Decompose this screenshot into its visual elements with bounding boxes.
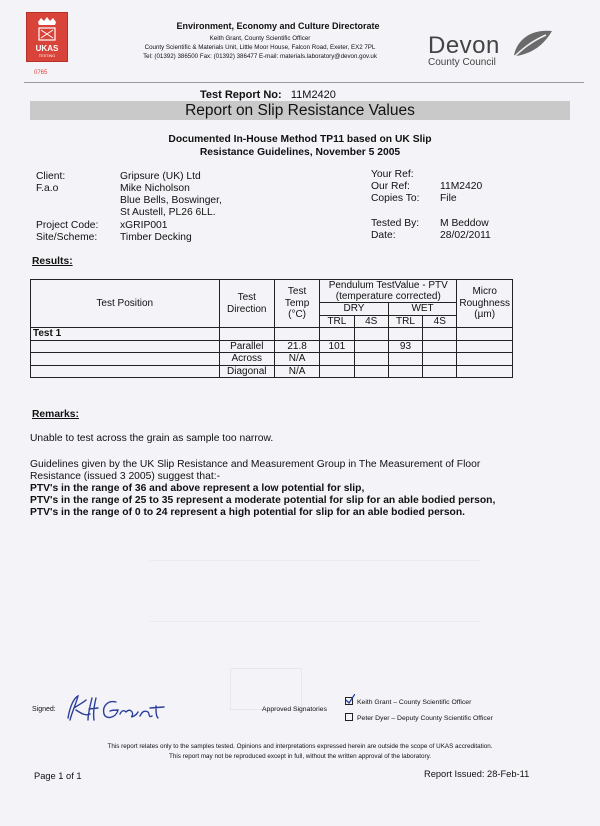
cell-dry-4s xyxy=(354,340,388,353)
tested-by-value: M Beddow xyxy=(440,218,489,229)
report-issued: Report Issued: 28-Feb-11 xyxy=(424,769,530,779)
your-ref-label: Your Ref: xyxy=(371,169,414,180)
devon-leaf-icon xyxy=(508,25,554,66)
tested-by-label: Tested By: xyxy=(371,218,420,229)
page-number: Page 1 of 1 xyxy=(34,771,82,781)
cell-temp: N/A xyxy=(274,365,319,378)
copies-label: Copies To: xyxy=(371,193,420,204)
remarks-heading: Remarks: xyxy=(32,409,79,420)
address-line: County Scientific & Materials Unit, Little Moor House, Falcon Road, Exeter, EX2 7PL xyxy=(144,44,376,51)
cell-wet-trl xyxy=(388,353,422,366)
cell-temp: N/A xyxy=(274,353,319,366)
guideline-line-1: Guidelines given by the UK Slip Resistance and Measurement Group in The Measurement of Floor xyxy=(30,459,481,470)
group-label: Test 1 xyxy=(31,328,220,341)
header-pendulum: Pendulum TestValue - PTV (temperature corrected) xyxy=(320,280,457,303)
cell-wet-4s xyxy=(423,340,457,353)
report-banner: Report on Slip Resistance Values xyxy=(30,101,570,120)
results-heading: Results: xyxy=(32,256,73,267)
fao-value: Mike Nicholson xyxy=(120,183,190,194)
table-row xyxy=(31,340,513,353)
cell-dry-4s xyxy=(354,365,388,378)
cell-dry-trl: 101 xyxy=(320,340,354,353)
signatory-keith-grant xyxy=(345,697,471,706)
ptv-moderate: PTV's in the range of 25 to 35 represent a moderate potential for slip for an able bodied person, xyxy=(30,495,496,506)
signatory-2-checkbox[interactable] xyxy=(345,713,353,721)
signed-label: Signed: xyxy=(32,706,56,713)
ukas-number: 0765 xyxy=(34,70,48,76)
method-line-2: Resistance Guidelines, November 5 2005 xyxy=(199,147,401,158)
officer-line: Keith Grant, County Scientific Officer xyxy=(209,35,311,42)
cell-direction: Across xyxy=(219,353,274,366)
org-title: Environment, Economy and Culture Directorate xyxy=(176,21,380,31)
ukas-logo-text: UKAS xyxy=(35,44,59,53)
report-number-value: 11M2420 xyxy=(290,89,336,101)
contact-line: Tel: (01392) 386500 Fax: (01392) 386477 E-mail: materials.laboratory@devon.gov.uk xyxy=(143,53,377,60)
table-row xyxy=(31,365,513,378)
fao-label: F.a.o xyxy=(36,183,59,194)
signatory-1-checkbox[interactable] xyxy=(345,697,353,705)
method-line-1: Documented In-House Method TP11 based on UK Slip xyxy=(168,134,432,145)
header-roughness: Micro Roughness (µm) xyxy=(457,280,513,328)
header-test-temp: Test Temp (°C) xyxy=(274,280,319,328)
council-sub: County Council xyxy=(428,57,496,68)
ptv-high: PTV's in the range of 0 to 24 represent a high potential for slip for an able bodied person. xyxy=(30,507,465,518)
remarks-note: Unable to test across the grain as sample too narrow. xyxy=(30,433,274,444)
cell-wet-4s xyxy=(423,365,457,378)
ukas-logo xyxy=(26,12,68,62)
our-ref-label: Our Ref: xyxy=(371,181,410,192)
header-dry-4s: 4S xyxy=(354,315,388,328)
cell-roughness xyxy=(457,353,513,366)
cell-direction: Diagonal xyxy=(219,365,274,378)
header-wet-4s: 4S xyxy=(423,315,457,328)
header-test-position: Test Position xyxy=(31,280,220,328)
header-wet-trl: TRL xyxy=(388,315,422,328)
client-label: Client: xyxy=(36,171,66,182)
project-code-label: Project Code: xyxy=(36,220,99,231)
client-value: Gripsure (UK) Ltd xyxy=(120,171,201,182)
results-table xyxy=(30,279,513,378)
cell-wet-4s xyxy=(423,353,457,366)
signature-image xyxy=(60,692,180,729)
date-value: 28/02/2011 xyxy=(440,230,491,241)
cell-dry-trl xyxy=(320,353,354,366)
header-test-direction: Test Direction xyxy=(219,280,274,328)
signatory-2-name: Peter Dyer – Deputy County Scientific Officer xyxy=(357,715,493,722)
cell-temp: 21.8 xyxy=(274,340,319,353)
cell-roughness xyxy=(457,340,513,353)
table-row xyxy=(31,353,513,366)
council-name: Devon xyxy=(428,32,500,59)
date-label: Date: xyxy=(371,230,396,241)
paper-bleed-through xyxy=(150,560,480,622)
header-dry: DRY xyxy=(320,303,389,316)
ptv-low: PTV's in the range of 36 and above represent a low potential for slip, xyxy=(30,483,365,494)
signatory-peter-dyer xyxy=(345,713,493,722)
address-line-1: Blue Bells, Boswinger, xyxy=(120,195,222,206)
ukas-logo-sub: TESTING xyxy=(38,54,56,58)
our-ref-value: 11M2420 xyxy=(440,181,483,192)
disclaimer-line-1: This report relates only to the samples tested. Opinions and interpretations expressed herein are outside the scope of UKAS accreditation. xyxy=(107,743,493,750)
project-code-value: xGRIP001 xyxy=(120,220,168,231)
crown-icon xyxy=(27,13,67,61)
header-rule xyxy=(24,82,584,83)
cell-dry-4s xyxy=(354,353,388,366)
report-number xyxy=(200,89,336,101)
approved-signatories-label: Approved Signatories xyxy=(262,706,327,713)
header-dry-trl: TRL xyxy=(320,315,354,328)
cell-roughness xyxy=(457,365,513,378)
paper-bleed-through-box xyxy=(230,668,302,710)
cell-direction: Parallel xyxy=(219,340,274,353)
guideline-line-2: Resistance (issued 3 2005) suggest that:- xyxy=(30,471,221,482)
report-number-label: Test Report No: xyxy=(200,89,282,101)
checkmark-icon xyxy=(345,694,355,704)
header-wet: WET xyxy=(388,303,457,316)
cell-wet-trl xyxy=(388,365,422,378)
signatory-1-name: Keith Grant – County Scientific Officer xyxy=(357,699,472,706)
cell-dry-trl xyxy=(320,365,354,378)
method-description xyxy=(110,133,490,159)
site-label: Site/Scheme: xyxy=(36,232,98,243)
copies-value: File xyxy=(440,193,457,204)
site-value: Timber Decking xyxy=(120,232,192,243)
disclaimer-line-2: This report may not be reproduced except in full, without the written approval of the laboratory. xyxy=(168,753,432,760)
address-line-2: St Austell, PL26 6LL. xyxy=(120,207,216,218)
cell-wet-trl: 93 xyxy=(388,340,422,353)
